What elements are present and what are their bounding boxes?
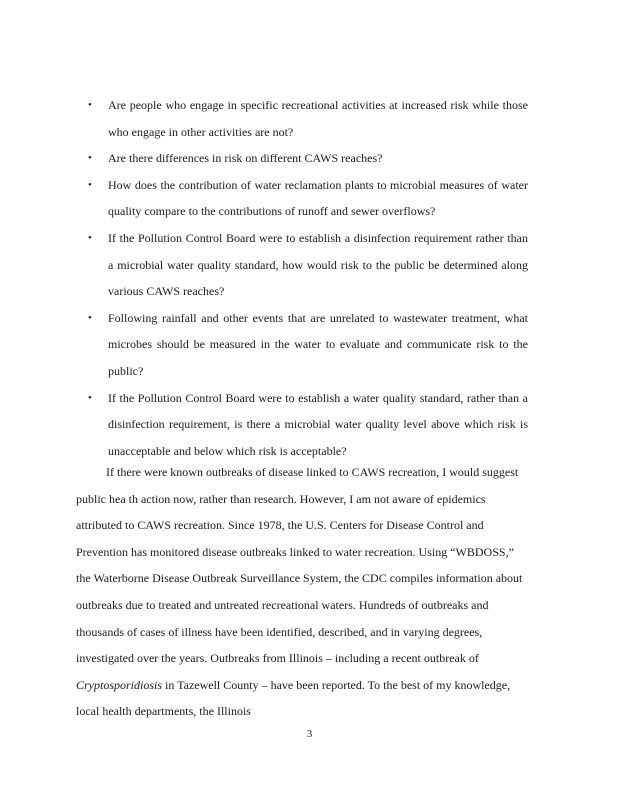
paragraph-italic-term: Cryptosporidiosis <box>76 677 163 692</box>
paragraph-text-start: If there were known outbreaks of disease linked to CAWS recreation, I would suggest public hea th action now, rather than research. However, I am not aware of epidemics attributed to CAWS recreation. Since 1978, the U.S. Centers for Disease Control and Prevention has monitored disease outbreaks linked to water recreation. Using “WBDOSS,” the Waterborne Disease Outbreak Surveillance System, the CDC compiles information about outbreaks due to treated and untreated recreational waters. Hundreds of outbreaks and thousands of cases of illness have been identified, described, and in varying degrees, investigated over the years. Outbreaks from Illinois – including a recent outbreak of <box>76 465 523 666</box>
question-list <box>88 92 528 464</box>
list-item <box>88 172 528 225</box>
list-item <box>88 92 528 145</box>
list-item-text: Are there differences in risk on different CAWS reaches? <box>108 151 383 166</box>
bullet-icon: • <box>88 152 92 165</box>
paragraph-text-end: in Tazewell County – have been reported. To the best of my knowledge, local health departments, the Illinois <box>76 677 511 719</box>
list-item-text: If the Pollution Control Board were to establish a water quality standard, rather than a disinfection requirement, is there a microbial water quality level above which risk is unacceptable and below which risk is acceptable? <box>108 390 528 458</box>
list-item-text: If the Pollution Control Board were to establish a disinfection requirement rather than a microbial water quality standard, how would risk to the public be determined along various CAWS reaches? <box>108 230 528 299</box>
list-item-text: How does the contribution of water reclamation plants to microbial measures of water quality compare to the contributions of runoff and sewer overflows? <box>108 177 528 219</box>
bullet-icon: • <box>88 311 92 324</box>
bullet-icon: • <box>88 99 92 111</box>
bullet-icon: • <box>88 231 92 244</box>
list-item <box>88 305 528 385</box>
body-paragraph <box>76 459 528 725</box>
bullet-icon: • <box>88 178 92 191</box>
list-item <box>88 385 528 465</box>
list-item-text: Are people who engage in specific recreational activities at increased risk while those who engage in other activities are not? <box>108 98 528 139</box>
list-item <box>88 145 528 172</box>
list-item <box>88 225 528 305</box>
page-number: 3 <box>306 728 313 740</box>
bullet-icon: • <box>88 391 92 404</box>
list-item-text: Following rainfall and other events that are unrelated to wastewater treatment, what microbes should be measured in the water to evaluate and communicate risk to the public? <box>108 310 528 378</box>
